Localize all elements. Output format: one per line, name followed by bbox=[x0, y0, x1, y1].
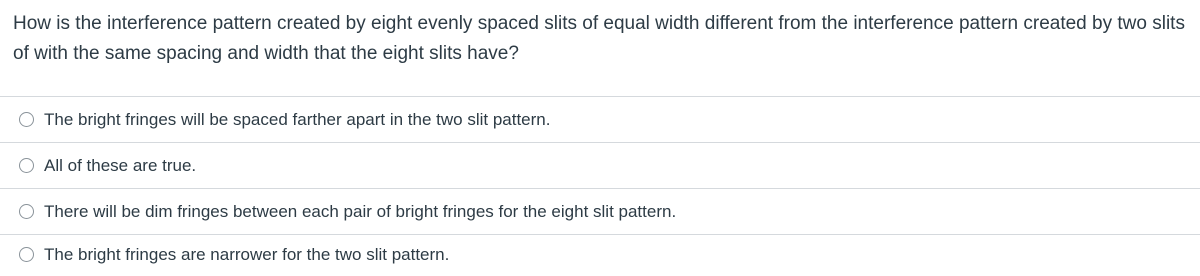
radio-unchecked-icon[interactable] bbox=[19, 204, 34, 219]
answer-option-3[interactable] bbox=[0, 188, 1200, 234]
answer-list bbox=[0, 96, 1200, 274]
radio-unchecked-icon[interactable] bbox=[19, 112, 34, 127]
answer-option-4[interactable] bbox=[0, 234, 1200, 274]
answer-option-label: The bright fringes will be spaced farther apart in the two slit pattern. bbox=[44, 109, 551, 129]
answer-option-label: All of these are true. bbox=[44, 155, 197, 175]
answer-option-label: There will be dim fringes between each pair of bright fringes for the eight slit pattern. bbox=[44, 201, 677, 221]
answer-option-1[interactable] bbox=[0, 96, 1200, 142]
radio-unchecked-icon[interactable] bbox=[19, 158, 34, 173]
answer-option-2[interactable] bbox=[0, 142, 1200, 188]
answer-option-label: The bright fringes are narrower for the two slit pattern. bbox=[44, 244, 450, 264]
question-text: How is the interference pattern created by eight evenly spaced slits of equal width different from the interference pattern created by two slits of with the same spacing and width that the eight slits have? bbox=[13, 13, 1185, 64]
radio-unchecked-icon[interactable] bbox=[19, 247, 34, 262]
